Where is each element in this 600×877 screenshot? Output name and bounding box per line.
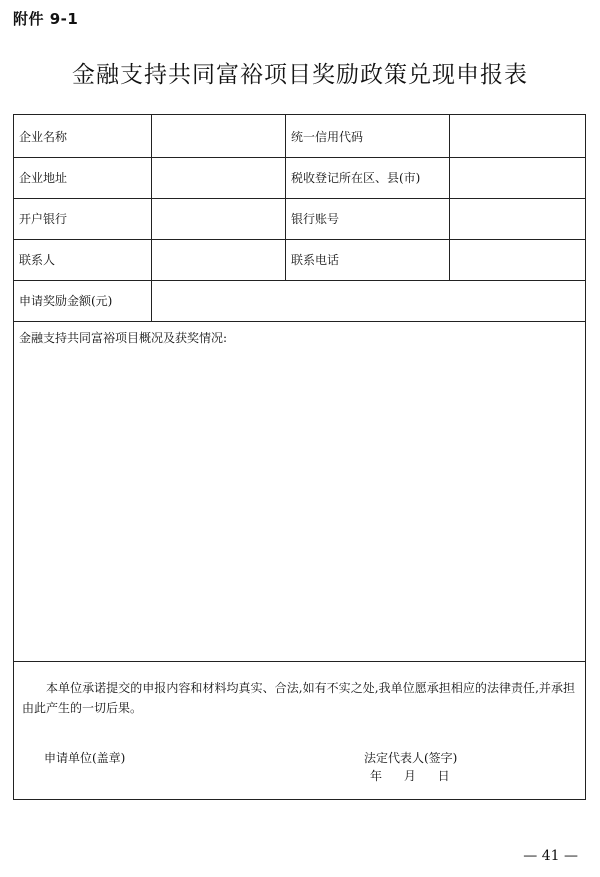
attachment-label: 附件 9-1	[13, 10, 79, 28]
legal-rep-signature-label: 法定代表人(签字)	[364, 751, 458, 765]
account-label: 银行账号	[286, 198, 450, 239]
overview-label: 金融支持共同富裕项目概况及获奖情况:	[19, 331, 228, 345]
page-number: — 41 —	[523, 848, 578, 864]
document-title: 金融支持共同富裕项目奖励政策兑现申报表	[72, 62, 528, 88]
bank-label: 开户银行	[14, 198, 152, 239]
amount-label: 申请奖励金额(元)	[14, 280, 152, 321]
company-name-value[interactable]	[152, 115, 286, 157]
application-form	[13, 114, 586, 800]
row-company	[14, 115, 585, 158]
row-bank	[14, 198, 585, 240]
amount-value[interactable]	[152, 280, 585, 321]
row-address	[14, 157, 585, 199]
credit-code-value[interactable]	[450, 115, 585, 157]
credit-code-label: 统一信用代码	[286, 115, 450, 157]
phone-value[interactable]	[450, 239, 585, 280]
phone-label: 联系电话	[286, 239, 450, 280]
address-value[interactable]	[152, 157, 286, 198]
company-name-label: 企业名称	[14, 115, 152, 157]
account-value[interactable]	[450, 198, 585, 239]
tax-district-label: 税收登记所在区、县(市)	[286, 157, 450, 198]
overview-section[interactable]	[14, 321, 585, 662]
row-contact	[14, 239, 585, 281]
applicant-seal-label: 申请单位(盖章)	[44, 751, 126, 765]
contact-label: 联系人	[14, 239, 152, 280]
row-amount	[14, 280, 585, 322]
tax-district-value[interactable]	[450, 157, 585, 198]
contact-value[interactable]	[152, 239, 286, 280]
date-label: 年 月 日	[370, 769, 450, 783]
commitment-section	[14, 661, 585, 799]
commitment-text: 本单位承诺提交的申报内容和材料均真实、合法,如有不实之处,我单位愿承担相应的法律责任,并承担由此产生的一切后果。	[22, 681, 575, 715]
bank-value[interactable]	[152, 198, 286, 239]
address-label: 企业地址	[14, 157, 152, 198]
